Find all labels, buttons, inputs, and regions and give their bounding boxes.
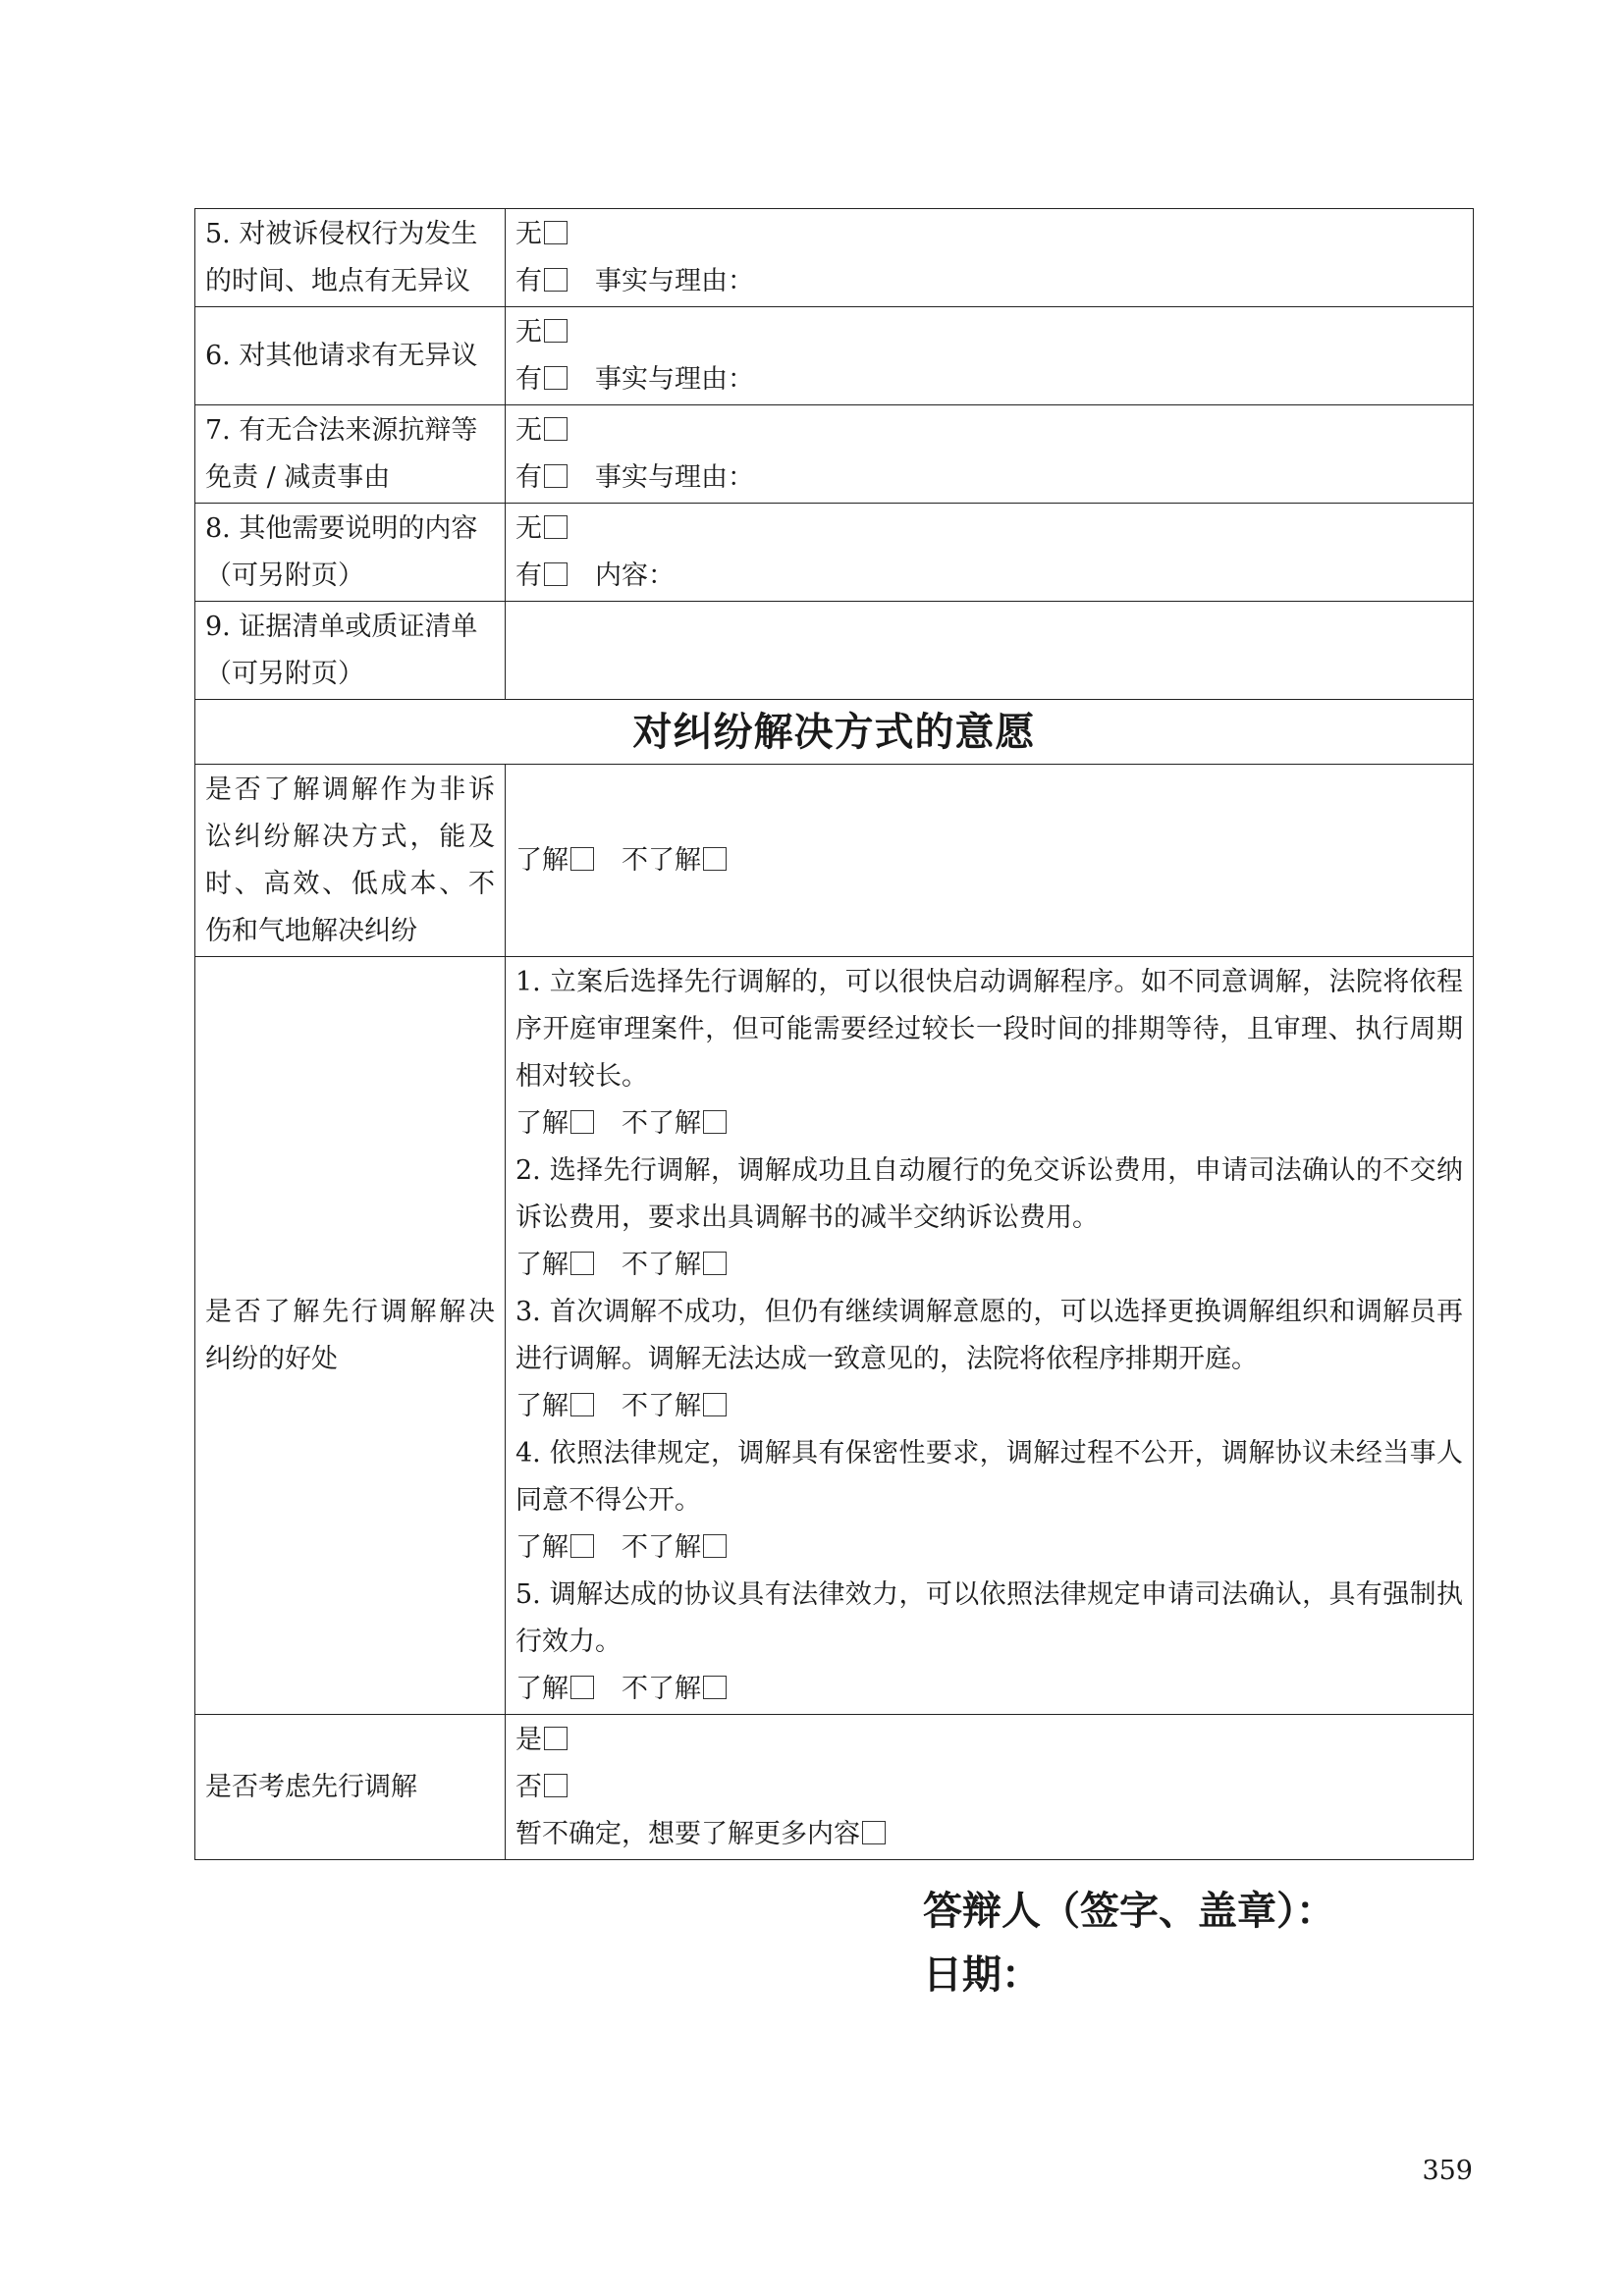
- signature-date: 日期：: [923, 1952, 1041, 1998]
- respondent-signature: 答辩人（签字、盖章）：: [923, 1889, 1335, 1934]
- option-has-label: 有: [515, 265, 542, 296]
- row-9-label: 9. 证据清单或质证清单 （可另附页）: [195, 602, 506, 700]
- row-7: [195, 405, 1474, 504]
- checkbox-not-understand[interactable]: [703, 1110, 727, 1134]
- prior-mediation-items: [506, 957, 1474, 1715]
- not-understand-label: 不了解: [622, 844, 701, 876]
- checkbox-understand[interactable]: [570, 847, 594, 871]
- checkbox-not-understand[interactable]: [703, 1534, 727, 1558]
- benefit-item-4: 4. 依照法律规定，调解具有保密性要求，调解过程不公开，调解协议未经当事人同意不得公开。: [515, 1437, 1463, 1516]
- not-understand-label: 不了解: [622, 1390, 701, 1421]
- row-5-options: [506, 209, 1474, 307]
- defense-form-table: [194, 208, 1474, 1860]
- row-8-label: 8. 其他需要说明的内容 （可另附页）: [195, 504, 506, 602]
- checkbox-understand[interactable]: [570, 1252, 594, 1275]
- row-7-options: [506, 405, 1474, 504]
- understand-label: 了解: [515, 1673, 568, 1704]
- not-understand-label: 不了解: [622, 1107, 701, 1139]
- detail-label: 内容：: [595, 560, 675, 591]
- benefit-item-2: 2. 选择先行调解，调解成功且自动履行的免交诉讼费用，申请司法确认的不交纳诉讼费用，要求出具调解书的减半交纳诉讼费用。: [515, 1154, 1463, 1233]
- checkbox-has[interactable]: [544, 366, 568, 390]
- checkbox-unsure[interactable]: [862, 1821, 886, 1844]
- checkbox-none[interactable]: [544, 417, 568, 441]
- understand-label: 了解: [515, 1531, 568, 1563]
- checkbox-has[interactable]: [544, 268, 568, 292]
- not-understand-label: 不了解: [622, 1249, 701, 1280]
- row-6-label: 6. 对其他请求有无异议: [195, 307, 506, 405]
- checkbox-understand[interactable]: [570, 1393, 594, 1416]
- option-no-label: 否: [515, 1771, 542, 1802]
- detail-label: 事实与理由：: [595, 265, 754, 296]
- option-none-label: 无: [515, 316, 542, 347]
- checkbox-not-understand[interactable]: [703, 847, 727, 871]
- row-8-options: [506, 504, 1474, 602]
- row-8: [195, 504, 1474, 602]
- row-consider-mediation: [195, 1715, 1474, 1860]
- detail-label: 事实与理由：: [595, 461, 754, 493]
- not-understand-label: 不了解: [622, 1673, 701, 1704]
- option-yes-label: 是: [515, 1724, 542, 1755]
- page-number: 359: [1422, 2156, 1473, 2186]
- row-7-label: 7. 有无合法来源抗辩等 免责 / 减责事由: [195, 405, 506, 504]
- benefit-item-5: 5. 调解达成的协议具有法律效力，可以依照法律规定申请司法确认，具有强制执行效力。: [515, 1578, 1463, 1657]
- row-5-label: 5. 对被诉侵权行为发生 的时间、地点有无异议: [195, 209, 506, 307]
- not-understand-label: 不了解: [622, 1531, 701, 1563]
- option-unsure-label: 暂不确定，想要了解更多内容: [515, 1818, 860, 1849]
- prior-mediation-label: 是否了解先行调解解决纠纷的好处: [195, 957, 506, 1715]
- row-9: [195, 602, 1474, 700]
- checkbox-yes[interactable]: [544, 1727, 568, 1750]
- understand-label: 了解: [515, 1390, 568, 1421]
- row-6: [195, 307, 1474, 405]
- checkbox-has[interactable]: [544, 562, 568, 586]
- checkbox-no[interactable]: [544, 1774, 568, 1797]
- understand-label: 了解: [515, 1107, 568, 1139]
- benefit-item-3: 3. 首次调解不成功，但仍有继续调解意愿的，可以选择更换调解组织和调解员再进行调解。调解无法达成一致意见的，法院将依程序排期开庭。: [515, 1296, 1463, 1374]
- checkbox-understand[interactable]: [570, 1110, 594, 1134]
- row-prior-mediation-benefits: [195, 957, 1474, 1715]
- option-has-label: 有: [515, 363, 542, 395]
- row-5: [195, 209, 1474, 307]
- detail-label: 事实与理由：: [595, 363, 754, 395]
- section-title-row: [195, 700, 1474, 765]
- checkbox-none[interactable]: [544, 221, 568, 244]
- section-title: 对纠纷解决方式的意愿: [195, 700, 1474, 765]
- consider-mediation-options: [506, 1715, 1474, 1860]
- checkbox-none[interactable]: [544, 515, 568, 539]
- checkbox-understand[interactable]: [570, 1534, 594, 1558]
- option-has-label: 有: [515, 560, 542, 591]
- mediation-understanding-label: 是否了解调解作为非诉讼纠纷解决方式，能及时、高效、低成本、不伤和气地解决纠纷: [195, 765, 506, 957]
- checkbox-none[interactable]: [544, 319, 568, 343]
- option-has-label: 有: [515, 461, 542, 493]
- benefit-item-1: 1. 立案后选择先行调解的，可以很快启动调解程序。如不同意调解，法院将依程序开庭审理案件，但可能需要经过较长一段时间的排期等待，且审理、执行周期相对较长。: [515, 966, 1463, 1092]
- checkbox-not-understand[interactable]: [703, 1252, 727, 1275]
- row-9-value[interactable]: [506, 602, 1474, 700]
- understand-label: 了解: [515, 1249, 568, 1280]
- option-none-label: 无: [515, 218, 542, 249]
- option-none-label: 无: [515, 512, 542, 544]
- checkbox-not-understand[interactable]: [703, 1393, 727, 1416]
- checkbox-not-understand[interactable]: [703, 1676, 727, 1699]
- mediation-understanding-options: [506, 765, 1474, 957]
- row-6-options: [506, 307, 1474, 405]
- checkbox-has[interactable]: [544, 464, 568, 488]
- understand-label: 了解: [515, 844, 568, 876]
- option-none-label: 无: [515, 414, 542, 446]
- checkbox-understand[interactable]: [570, 1676, 594, 1699]
- consider-mediation-label: 是否考虑先行调解: [195, 1715, 506, 1860]
- row-mediation-understanding: [195, 765, 1474, 957]
